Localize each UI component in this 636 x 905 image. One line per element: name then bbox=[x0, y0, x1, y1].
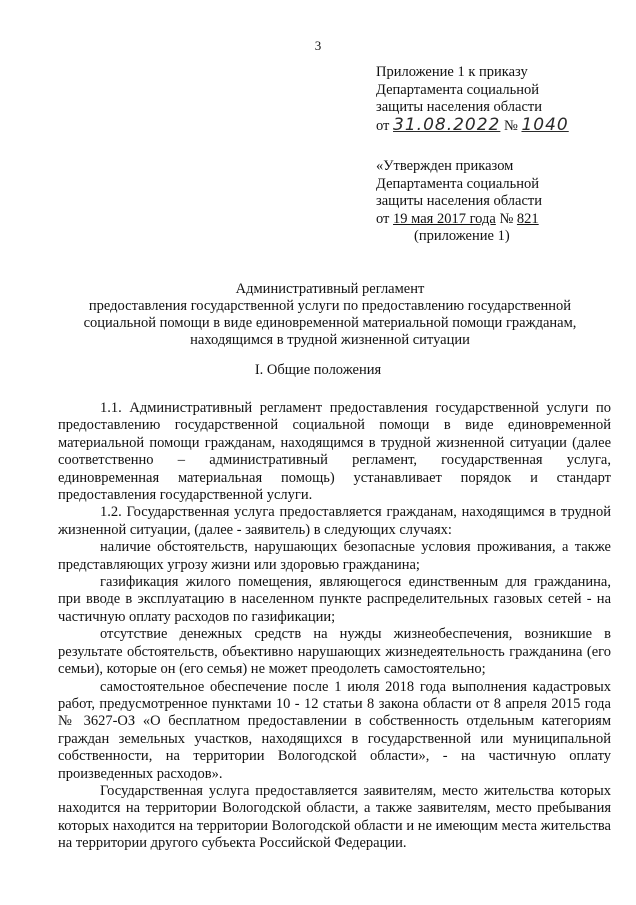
approved-date-line bbox=[376, 211, 626, 229]
page-number: 3 bbox=[314, 38, 322, 53]
approved-line: Департамента социальной bbox=[376, 175, 540, 192]
paragraph: газификация жилого помещения, являющегося единственным для гражданина, при вводе в эксплуатацию в населенном пункте распределительных газовых сетей - на частичную оплату расходов по газификации; bbox=[58, 574, 611, 625]
approved-appendix-note: (приложение 1) bbox=[414, 228, 510, 244]
handwritten-date: 31.08.2022 bbox=[393, 114, 501, 135]
paragraph: отсутствие денежных средств на нужды жизнеобеспечения, возникшие в результате обстоятельств, объективно нарушающих жизнедеятельность гражданина (его семьи), которые он (его семья) не может преодолеть самостоятельно; bbox=[58, 626, 611, 678]
document-body bbox=[58, 400, 611, 853]
title-line: предоставления государственной услуги по предоставлению государственной bbox=[88, 298, 572, 314]
approved-date: 19 мая 2017 года bbox=[393, 210, 496, 227]
paragraph: Государственная услуга предоставляется заявителям, место жительства которых находится на территории Вологодской области, а также заявителям, место пребывания которых находится на территории Вологодской области и не имеющим места жительства на территории другого субъекта Российской Федерации. bbox=[58, 782, 611, 852]
title-line: Административный регламент bbox=[235, 281, 425, 297]
from-prefix: от bbox=[376, 210, 390, 227]
approved-line: «Утвержден приказом bbox=[376, 158, 514, 174]
title-line: социальной помощи в виде единовременной материальной помощи гражданам, bbox=[83, 315, 577, 331]
paragraph: самостоятельное обеспечение после 1 июля 2018 года выполнения кадастровых работ, предусмотренное пунктами 10 - 12 статьи 8 закона области от 8 апреля 2015 года № 3627-ОЗ «О бесплатном предоставлении в собственность отдельным категориям граждан земельных участков, находящихся в государственной или муниципальной собственности, на территории Вологодской области», - на частичную оплату произведенных расходов». bbox=[58, 678, 611, 782]
appendix-line: Приложение 1 к приказу bbox=[376, 64, 528, 80]
approved-number: 821 bbox=[516, 210, 539, 227]
paragraph: наличие обстоятельств, нарушающих безопасные условия проживания, а также представляющих угрозу жизни или здоровью гражданина; bbox=[58, 539, 611, 573]
approved-block bbox=[376, 158, 626, 246]
appendix-line: Департамента социальной bbox=[376, 81, 540, 98]
number-prefix: № bbox=[499, 210, 514, 227]
appendix-line: защиты населения области bbox=[376, 99, 542, 115]
title-line: находящимся в трудной жизненной ситуации bbox=[190, 332, 470, 348]
appendix-date-line bbox=[376, 114, 626, 136]
approved-line: защиты населения области bbox=[376, 193, 542, 209]
document-title bbox=[60, 281, 600, 349]
section-heading: I. Общие положения bbox=[254, 362, 382, 378]
number-prefix: № bbox=[504, 117, 518, 134]
from-prefix: от bbox=[376, 117, 390, 134]
handwritten-number: 1040 bbox=[521, 114, 569, 135]
paragraph: 1.1. Административный регламент предоставления государственной услуги по предоставлению государственной социальной помощи в виде единовременной материальной помощи гражданам, находящимся в трудной жизненной ситуации (далее соответственно – административный регламент, государственная услуга, единовременная материальная помощь) устанавливает порядок и стандарт предоставления государственной услуги. bbox=[58, 400, 611, 504]
paragraph: 1.2. Государственная услуга предоставляется гражданам, находящимся в трудной жизненной ситуации, (далее - заявитель) в следующих случаях: bbox=[58, 504, 611, 538]
appendix-block bbox=[376, 64, 626, 135]
